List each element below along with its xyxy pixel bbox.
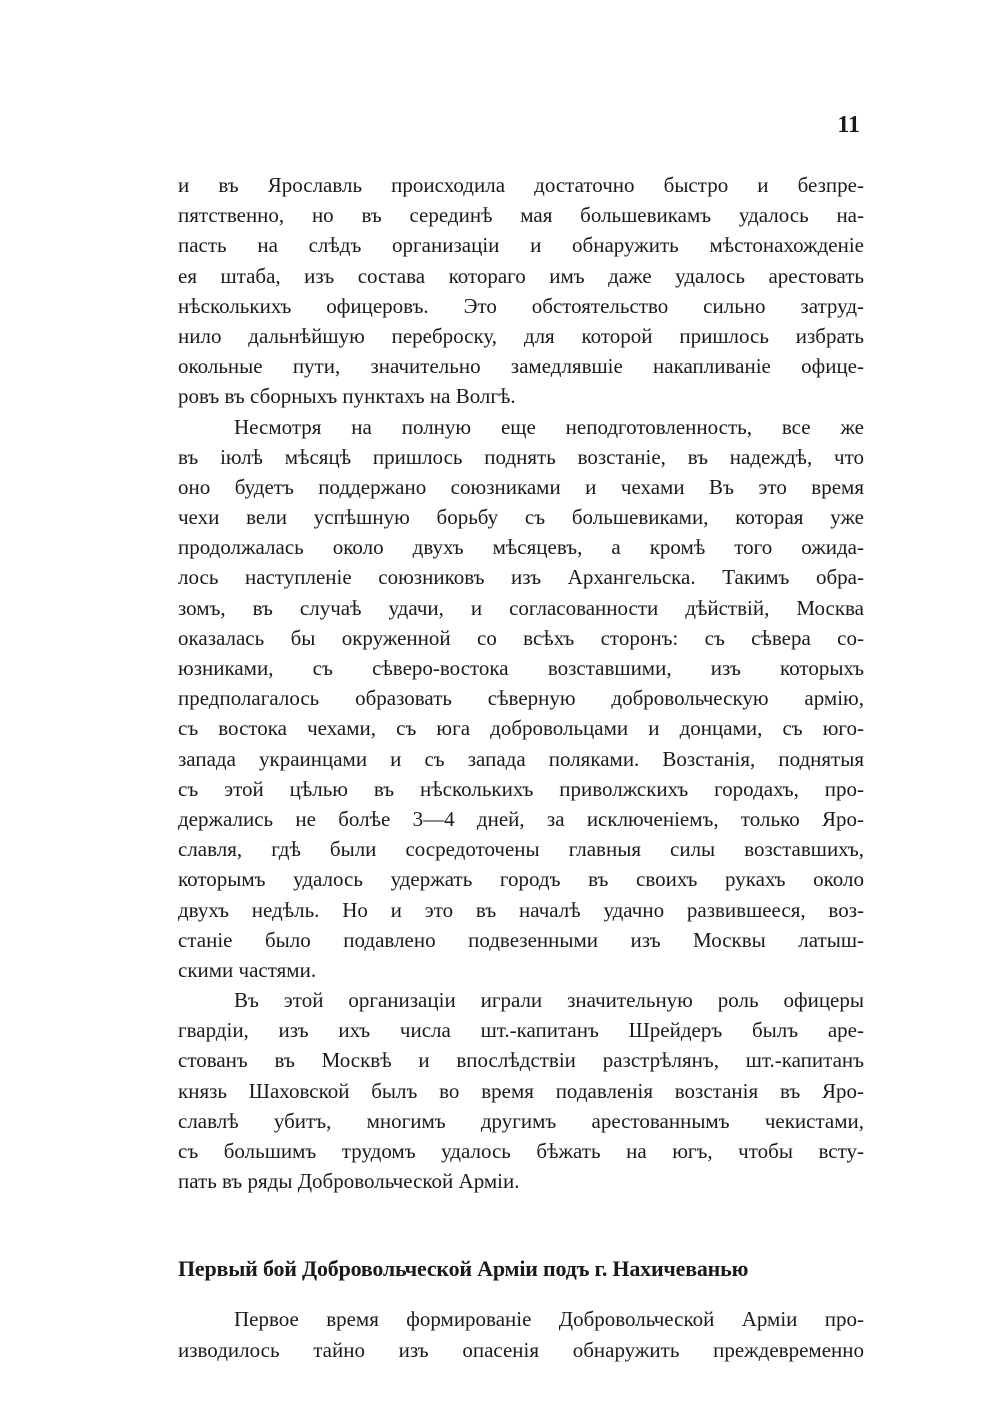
- text-line: стованъ въ Москвѣ и впослѣдствіи разстрѣлянъ, шт.-капитанъ: [178, 1048, 864, 1073]
- text-line: станіе было подавлено подвезенными изъ Москвы латыш-: [178, 927, 864, 952]
- text-line: пать въ ряды Добровольческой Арміи.: [178, 1169, 520, 1194]
- text-line: и въ Ярославль происходила достаточно быстро и безпре-: [178, 173, 864, 197]
- paragraph-1: [178, 170, 864, 412]
- paragraph-3: [178, 985, 864, 1196]
- text-line: ея штаба, изъ состава котораго имъ даже удалось арестовать: [178, 263, 864, 288]
- text-line: въ іюлѣ мѣсяцѣ пришлось поднять возстаніе, въ надеждѣ, что: [178, 444, 864, 469]
- text-line: ровъ въ сборныхъ пунктахъ на Волгѣ.: [178, 384, 516, 409]
- paragraph-2: [178, 412, 864, 986]
- text-line: съ востока чехами, съ юга добровольцами и донцами, съ юго-: [178, 716, 864, 741]
- text-line: скими частями.: [178, 957, 317, 982]
- text-line: запада украинцами и съ запада поляками. Возстанія, поднятыя: [178, 746, 864, 771]
- text-line: Первое время формированіе Добровольческой Арміи про-: [234, 1307, 864, 1332]
- text-line: продолжалась около двухъ мѣсяцевъ, а кромѣ того ожида-: [178, 535, 864, 560]
- text-line: славля, гдѣ были сосредоточены главныя силы возставшихъ,: [178, 837, 864, 862]
- text-line: славлѣ убитъ, многимъ другимъ арестованнымъ чекистами,: [178, 1108, 864, 1133]
- text-line: нѣсколькихъ офицеровъ. Это обстоятельство сильно затруд-: [178, 293, 864, 318]
- page-number: 11: [837, 112, 860, 138]
- text-line: изводилось тайно изъ опасенія обнаружить преждевременно: [178, 1337, 864, 1362]
- text-line: Въ этой организаціи играли значительную роль офицеры: [234, 988, 864, 1013]
- text-line: съ большимъ трудомъ удалось бѣжать на югъ, чтобы всту-: [178, 1139, 864, 1163]
- text-line: предполагалось образовать сѣверную добровольческую армію,: [178, 686, 864, 711]
- text-line: князь Шаховской былъ во время подавленія возстанія въ Яро-: [178, 1078, 864, 1103]
- text-line: съ этой цѣлью въ нѣсколькихъ приволжскихъ городахъ, про-: [178, 776, 864, 801]
- text-line: которымъ удалось удержать городъ въ своихъ рукахъ около: [178, 867, 864, 892]
- text-line: оно будетъ поддержано союзниками и чехами Въ это время: [178, 474, 864, 499]
- text-line: Несмотря на полную еще неподготовленность, все же: [234, 414, 864, 439]
- text-line: юзниками, съ сѣверо-востока возставшими, изъ которыхъ: [178, 656, 864, 680]
- text-line: держались не болѣе 3—4 дней, за исключеніемъ, только Яро-: [178, 806, 864, 831]
- text-line: пятственно, но въ серединѣ мая большевикамъ удалось на-: [178, 203, 864, 228]
- page-body: [178, 170, 864, 1365]
- text-line: лось наступленіе союзниковъ изъ Архангельска. Такимъ обра-: [178, 565, 864, 590]
- text-line: зомъ, въ случаѣ удачи, и согласованности дѣйствій, Москва: [178, 595, 864, 620]
- text-line: пасть на слѣдъ организаціи и обнаружить мѣстонахожденіе: [178, 233, 864, 258]
- text-line: чехи вели успѣшную борьбу съ большевиками, которая уже: [178, 505, 864, 530]
- section-heading: Первый бой Добровольческой Арміи подъ г. Нахичеванью: [178, 1256, 749, 1282]
- text-line: оказалась бы окруженной со всѣхъ сторонъ: съ сѣвера со-: [178, 625, 864, 650]
- text-line: нило дальнѣйшую переброску, для которой пришлось избрать: [178, 323, 864, 348]
- paragraph-4: [178, 1304, 864, 1364]
- text-line: гвардіи, изъ ихъ числа шт.-капитанъ Шрейдеръ былъ аре-: [178, 1018, 864, 1043]
- text-line: окольные пути, значительно замедлявшіе накапливаніе офице-: [178, 354, 864, 379]
- text-line: двухъ недѣль. Но и это въ началѣ удачно развившееся, воз-: [178, 897, 864, 922]
